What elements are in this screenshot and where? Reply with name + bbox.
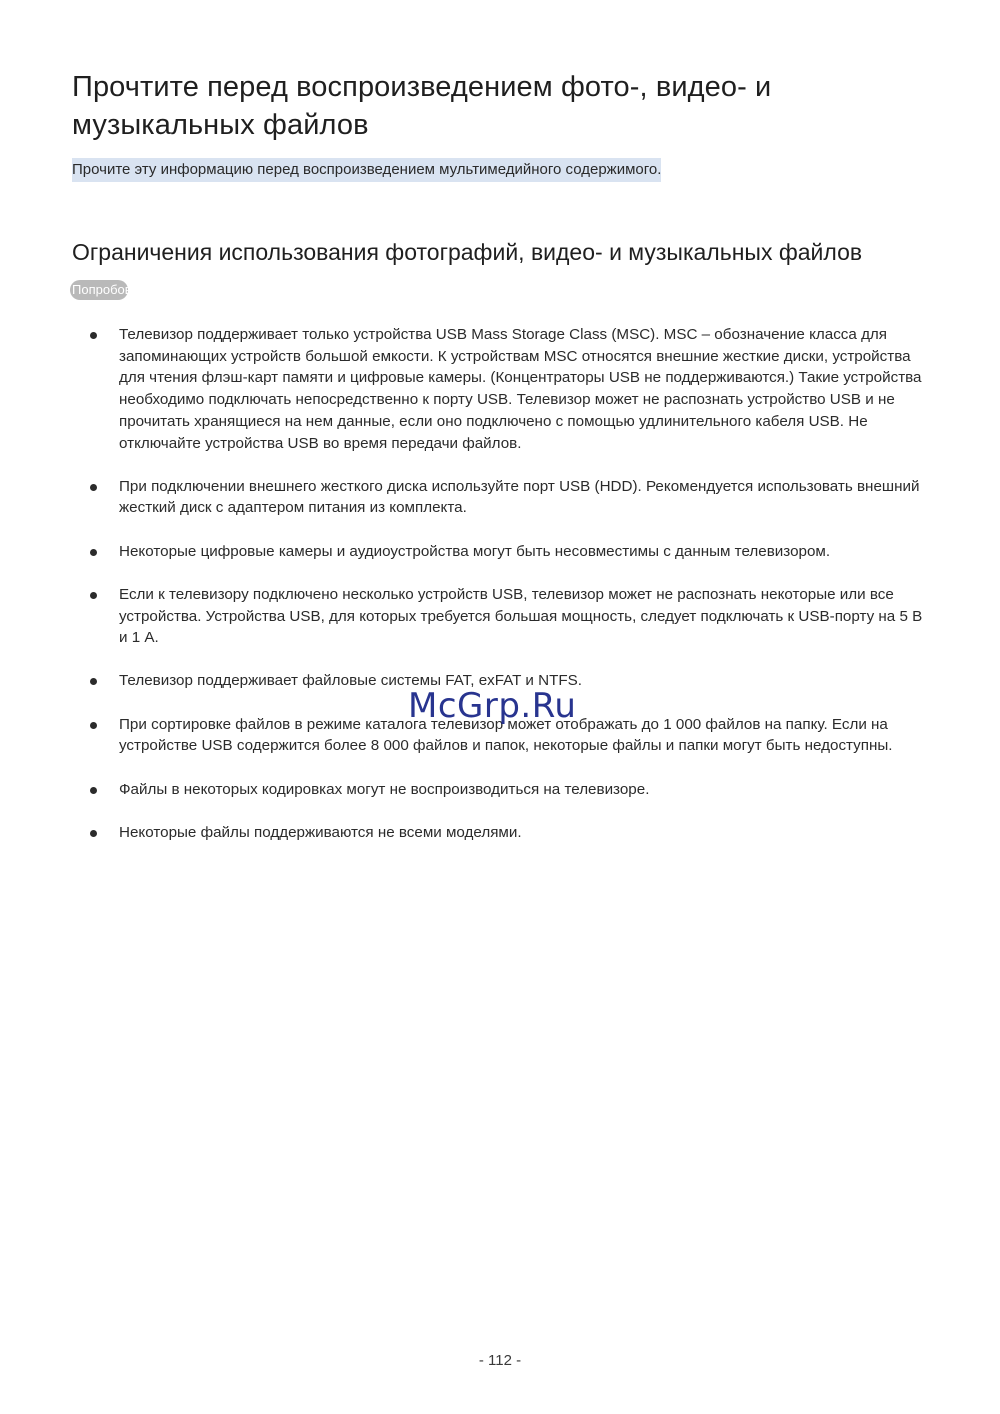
try-now-button[interactable]: Попробовать bbox=[70, 280, 128, 300]
bullet-icon bbox=[90, 592, 97, 599]
watermark: McGrp.Ru bbox=[408, 686, 577, 726]
bullet-icon bbox=[90, 787, 97, 794]
list-item-text: Телевизор поддерживает только устройства USB Mass Storage Class (MSC). MSC – обозначение класса для запоминающих устройств большой емкости. К устройствам MSC относятся внешние жесткие диски, устройства для чтения флэш-карт памяти и цифровые камеры. (Концентраторы USB не поддерживаются.) Такие устройства необходимо подключать непосредственно к порту USB. Телевизор может не распознать устройство USB и не прочитать хранящиеся на нем данные, если оно подключено с помощью удлинительного кабеля USB. Не отключайте устройства USB во время передачи файлов. bbox=[119, 326, 922, 452]
page-title: Прочтите перед воспроизведением фото-, видео- и музыкальных файлов bbox=[72, 71, 772, 141]
bullet-list bbox=[72, 324, 928, 865]
list-item bbox=[72, 584, 928, 649]
list-item-text: При подключении внешнего жесткого диска используйте порт USB (HDD). Рекомендуется использовать внешний жесткий диск с адаптером питания из комплекта. bbox=[119, 477, 920, 517]
bullet-icon bbox=[90, 678, 97, 685]
list-item-text: Некоторые цифровые камеры и аудиоустройства могут быть несовместимы с данным телевизором. bbox=[119, 542, 831, 560]
list-item-text: При сортировке файлов в режиме каталога телевизор может отображать до 1 000 файлов на папку. Если на устройстве USB содержится более 8 000 файлов и папок, некоторые файлы и папки могут быть недоступны. bbox=[119, 715, 893, 755]
page-number: - 112 - bbox=[478, 1352, 522, 1369]
list-item-text: Если к телевизору подключено несколько устройств USB, телевизор может не распознать некоторые или все устройства. Устройства USB, для которых требуется большая мощность, следует подключать к USB-порту на 5 В и 1 А. bbox=[119, 585, 923, 647]
list-item bbox=[72, 779, 928, 801]
bullet-icon bbox=[90, 549, 97, 556]
list-item bbox=[72, 822, 928, 844]
list-item bbox=[72, 714, 928, 757]
list-item-text: Телевизор поддерживает файловые системы FAT, exFAT и NTFS. bbox=[119, 672, 582, 690]
intro-text: Прочите эту информацию перед воспроизведением мультимедийного содержимого. bbox=[72, 158, 661, 182]
list-item bbox=[72, 541, 928, 563]
list-item bbox=[72, 670, 928, 692]
bullet-icon bbox=[90, 830, 97, 837]
bullet-icon bbox=[90, 332, 97, 339]
list-item-text: Некоторые файлы поддерживаются не всеми моделями. bbox=[119, 823, 522, 841]
section-title: Ограничения использования фотографий, видео- и музыкальных файлов bbox=[72, 239, 863, 265]
list-item bbox=[72, 476, 928, 519]
list-item bbox=[72, 324, 928, 454]
bullet-icon bbox=[90, 722, 97, 729]
bullet-icon bbox=[90, 484, 97, 491]
list-item-text: Файлы в некоторых кодировках могут не воспроизводиться на телевизоре. bbox=[119, 780, 650, 798]
